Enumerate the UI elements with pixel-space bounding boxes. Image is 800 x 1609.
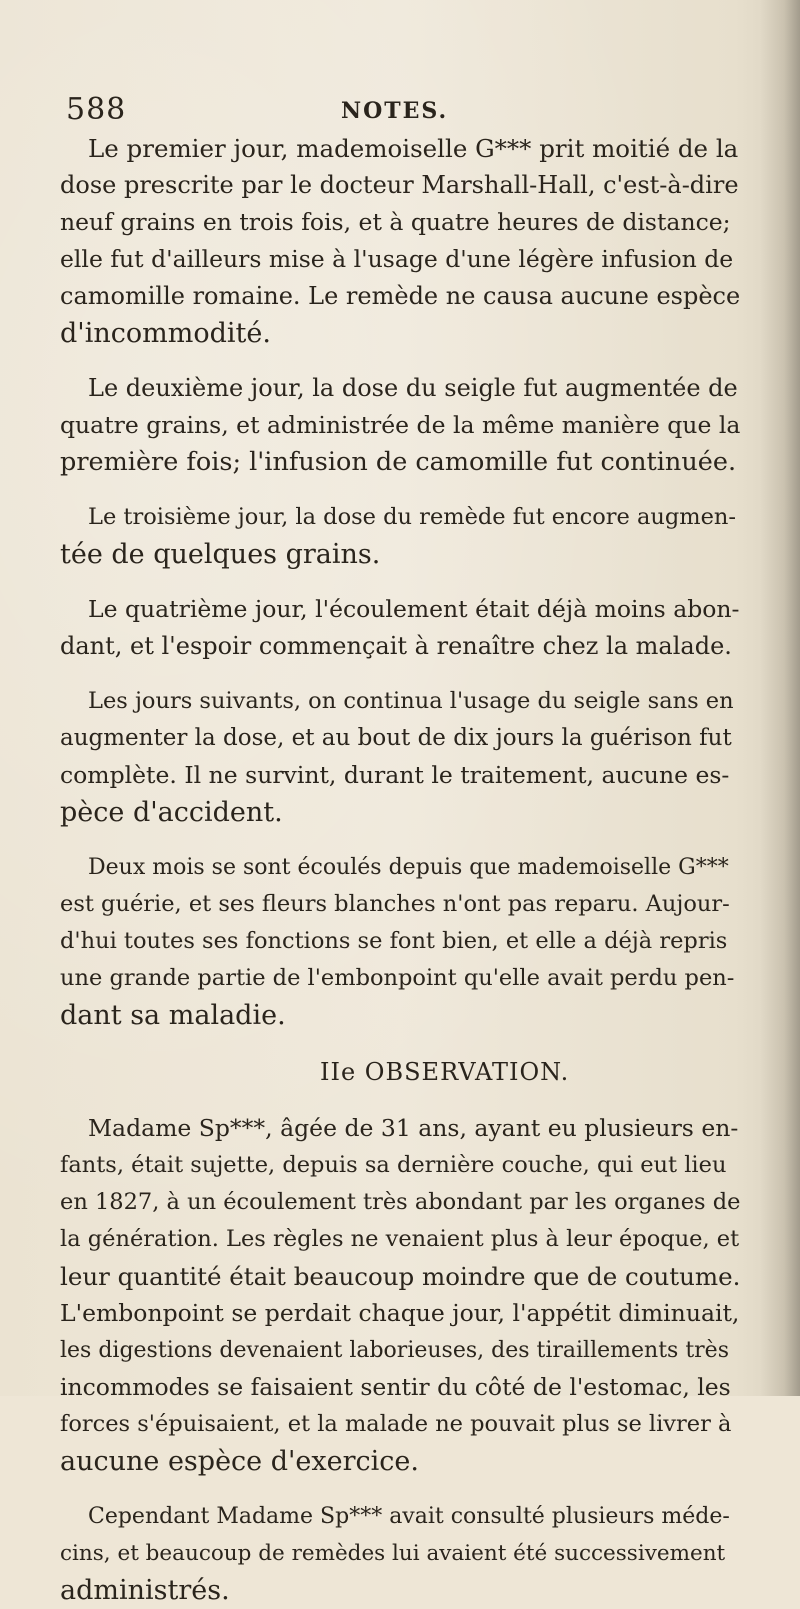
- text-line: incommodes se faisaient sentir du côté de l'estomac, les: [60, 1373, 731, 1401]
- text-line: dose prescrite par le docteur Marshall-Hall, c'est-à-dire: [60, 171, 739, 199]
- text-line: augmenter la dose, et au bout de dix jours la guérison fut: [60, 725, 732, 751]
- text-line: Les jours suivants, on continua l'usage du seigle sans en: [88, 688, 734, 714]
- page-header: [66, 92, 726, 132]
- running-head: NOTES.: [341, 98, 449, 124]
- text-line: neuf grains en trois fois, et à quatre heures de distance;: [60, 208, 731, 236]
- text-line: quatre grains, et administrée de la même manière que la: [60, 411, 741, 439]
- text-line: la génération. Les règles ne venaient plus à leur époque, et: [60, 1226, 740, 1252]
- page-number: 588: [66, 92, 127, 127]
- text-line: Le deuxième jour, la dose du seigle fut augmentée de: [88, 374, 738, 402]
- text-line: les digestions devenaient laborieuses, des tiraillements très: [60, 1338, 729, 1363]
- text-line: d'hui toutes ses fonctions se font bien, et elle a déjà repris: [60, 928, 728, 954]
- text-line: Deux mois se sont écoulés depuis que mademoiselle G***: [88, 855, 729, 880]
- text-line: Cependant Madame Sp*** avait consulté plusieurs méde-: [88, 1504, 730, 1529]
- page-edge-shadow: [760, 0, 800, 1396]
- text-line: forces s'épuisaient, et la malade ne pouvait plus se livrer à: [60, 1411, 732, 1437]
- text-line: administrés.: [60, 1575, 230, 1606]
- text-line: en 1827, à un écoulement très abondant par les organes de: [60, 1189, 741, 1215]
- text-line: Le quatrième jour, l'écoulement était déjà moins abon-: [88, 595, 740, 623]
- text-line: Le troisième jour, la dose du remède fut encore augmen-: [88, 504, 737, 530]
- text-line: aucune espèce d'exercice.: [60, 1446, 419, 1477]
- text-line: dant sa maladie.: [60, 1000, 286, 1031]
- text-line: pèce d'accident.: [60, 797, 283, 828]
- text-line: cins, et beaucoup de remèdes lui avaient été successivement: [60, 1541, 726, 1566]
- text-line: Madame Sp***, âgée de 31 ans, ayant eu plusieurs en-: [88, 1114, 739, 1142]
- text-line: complète. Il ne survint, durant le traitement, aucune es-: [60, 761, 730, 789]
- text-line: leur quantité était beaucoup moindre que de coutume.: [60, 1262, 741, 1291]
- body-text: [60, 130, 740, 1609]
- text-line: camomille romaine. Le remède ne causa aucune espèce: [60, 282, 741, 310]
- text-line: elle fut d'ailleurs mise à l'usage d'une légère infusion de: [60, 245, 734, 273]
- text-line: Le premier jour, mademoiselle G*** prit moitié de la: [88, 134, 739, 163]
- section-title: IIe OBSERVATION.: [320, 1058, 570, 1086]
- text-line: une grande partie de l'embonpoint qu'elle avait perdu pen-: [60, 965, 735, 991]
- text-line: tée de quelques grains.: [60, 539, 381, 570]
- text-line: fants, était sujette, depuis sa dernière couche, qui eut lieu: [60, 1152, 727, 1178]
- text-line: L'embonpoint se perdait chaque jour, l'appétit diminuait,: [60, 1299, 740, 1327]
- text-line: est guérie, et ses fleurs blanches n'ont pas reparu. Aujour-: [60, 891, 730, 917]
- text-line: d'incommodité.: [60, 318, 271, 349]
- text-line: première fois; l'infusion de camomille fut continuée.: [60, 447, 737, 477]
- text-line: dant, et l'espoir commençait à renaître chez la malade.: [60, 632, 732, 660]
